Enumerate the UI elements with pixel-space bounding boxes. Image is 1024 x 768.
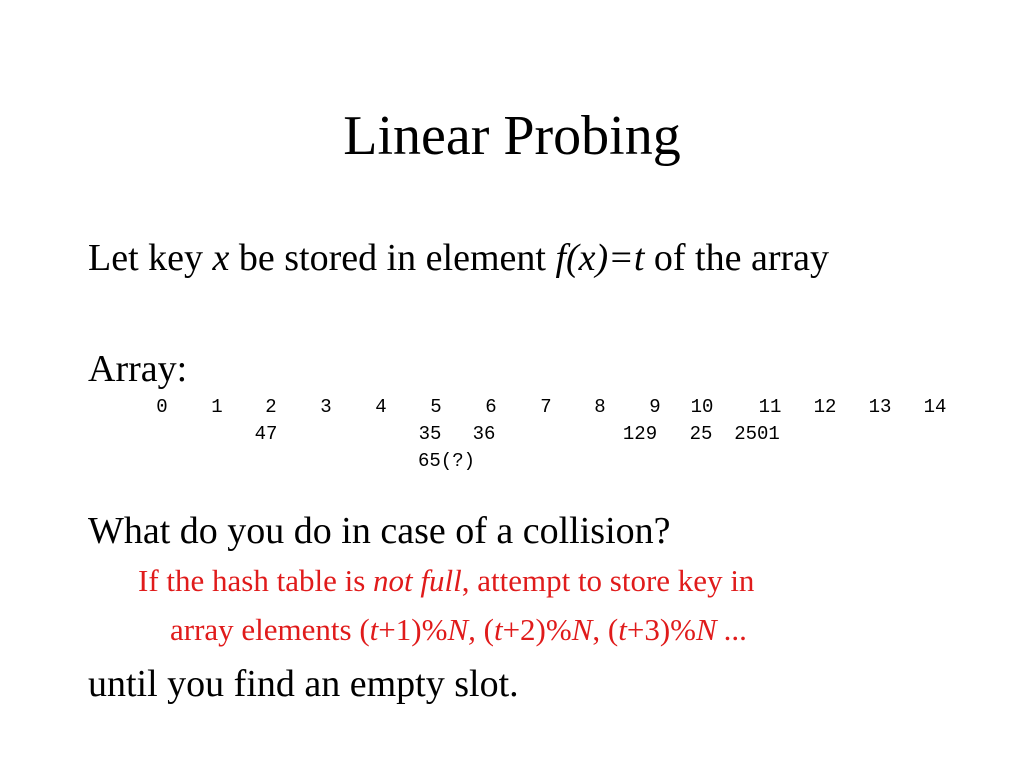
array-index-9: 9 <box>649 396 661 418</box>
answer-line-2 <box>170 612 748 648</box>
definition-line <box>88 236 829 280</box>
array-index-5: 5 <box>430 396 442 418</box>
slide-title: Linear Probing <box>343 105 681 167</box>
array-index-0: 0 <box>156 396 168 418</box>
answer-var-t-1: t <box>369 612 379 647</box>
array-index-8: 8 <box>594 396 606 418</box>
answer-text-7: , ( <box>592 612 619 647</box>
answer-text-4: +1)% <box>378 612 448 647</box>
definition-text-3: of the array <box>644 237 830 279</box>
answer-var-n-3: N ... <box>696 612 748 647</box>
answer-var-t-2: t <box>493 612 503 647</box>
definition-text-2: be stored in element <box>229 237 556 279</box>
array-label: Array: <box>88 348 188 390</box>
definition-text-1: Let key <box>88 237 213 279</box>
conclusion-line: until you find an empty slot. <box>88 663 519 705</box>
array-value-slot-5: 35 <box>418 423 442 445</box>
answer-line-1 <box>138 563 754 599</box>
array-value-slot-6: 36 <box>472 423 496 445</box>
answer-text-8: +3)% <box>626 612 696 647</box>
array-value-slot-5-collision: 65(?) <box>418 450 476 472</box>
definition-formula: f(x)=t <box>555 237 645 279</box>
array-index-3: 3 <box>320 396 332 418</box>
array-index-4: 4 <box>375 396 387 418</box>
array-index-10: 10 <box>690 396 714 418</box>
array-index-14: 14 <box>923 396 947 418</box>
collision-question: What do you do in case of a collision? <box>88 510 671 552</box>
array-index-2: 2 <box>265 396 277 418</box>
array-index-13: 13 <box>868 396 892 418</box>
answer-text-3: array elements ( <box>170 612 370 647</box>
array-index-12: 12 <box>813 396 837 418</box>
array-index-7: 7 <box>540 396 552 418</box>
answer-var-t-3: t <box>618 612 627 647</box>
answer-not-full: not full <box>373 563 462 598</box>
array-value-slot-9: 129 <box>622 423 658 445</box>
answer-var-n-1: N, <box>447 612 476 647</box>
answer-text-1: If the hash table is <box>138 563 374 598</box>
array-value-slot-10: 25 <box>689 423 713 445</box>
array-index-11: 11 <box>758 396 782 418</box>
answer-text-6: +2)% <box>502 612 572 647</box>
array-index-6: 6 <box>485 396 497 418</box>
array-index-1: 1 <box>211 396 223 418</box>
answer-text-2: , attempt to store key in <box>461 563 755 598</box>
definition-key-var: x <box>212 237 230 279</box>
array-value-slot-2: 47 <box>254 423 278 445</box>
answer-text-5: ( <box>475 612 494 647</box>
answer-var-n-2: N <box>571 612 593 647</box>
array-value-slot-11: 2501 <box>734 423 780 445</box>
